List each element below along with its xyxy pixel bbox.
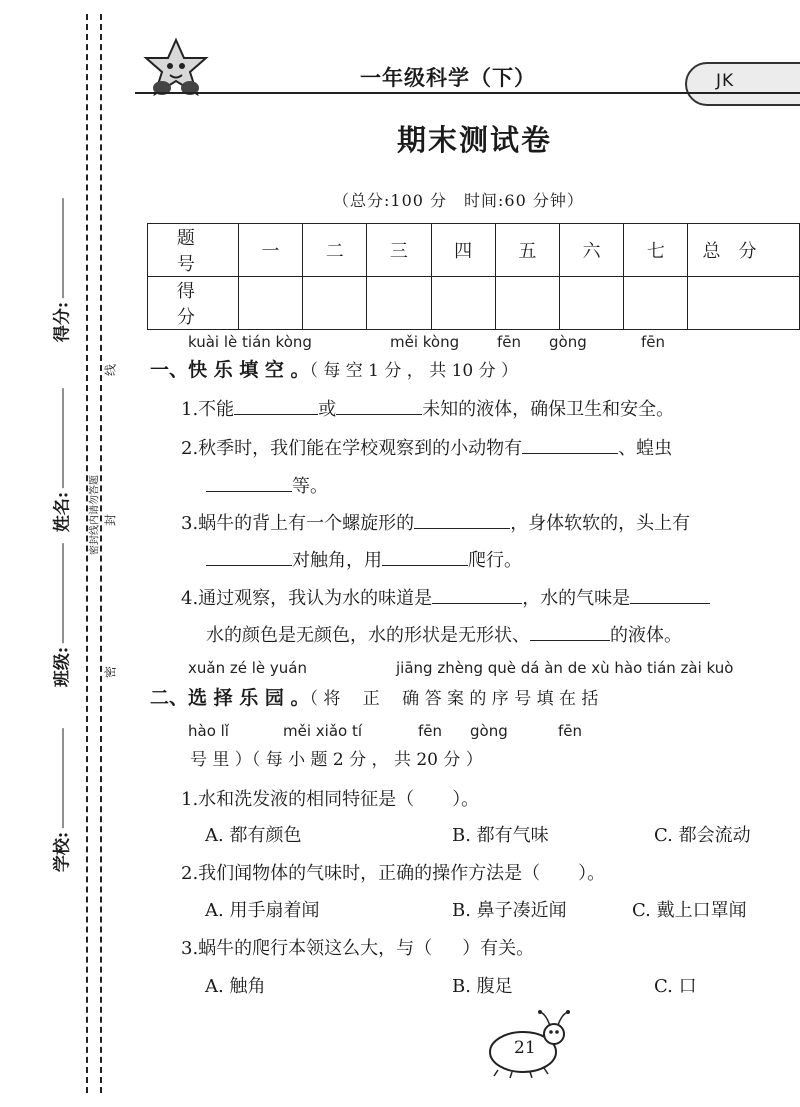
- answer-blank[interactable]: [522, 452, 618, 454]
- class-field: [48, 543, 73, 687]
- edition-label: JK: [716, 71, 735, 91]
- question-text: ，身体软软的，头上有: [510, 513, 691, 534]
- question-1-3-cont: [206, 546, 522, 572]
- section-2-scoring: 号 里 ）（ 每 小 题 2 分 ， 共 20 分 ）: [190, 750, 483, 770]
- option-b: B. 鼻子凑近闻: [452, 900, 567, 921]
- option-c: C. 口: [654, 976, 697, 997]
- section-2-heading: [150, 683, 598, 710]
- question-1-4: [181, 584, 710, 610]
- question-2-3: [181, 934, 534, 960]
- pinyin: xuǎn zé lè yuán: [188, 659, 307, 677]
- school-label: 学校:: [52, 831, 73, 873]
- question-text: 2.秋季时，我们能在学校观察到的小动物有: [181, 438, 523, 459]
- question-text: 4.通过观察，我认为水的味道是: [181, 588, 433, 609]
- score-header-cell: 一: [238, 224, 302, 277]
- question-text: 3.蜗牛的爬行本领这么大，与（: [181, 938, 433, 959]
- pinyin: jiāng zhèng què dá àn de xù hào tián zài kuò: [396, 659, 734, 677]
- school-field: [48, 728, 73, 872]
- name-field: [48, 388, 73, 532]
- question-text: ）。: [578, 863, 606, 884]
- question-text: 、蝗虫: [618, 438, 673, 459]
- seal-mark-mi: 密: [103, 665, 118, 679]
- question-text: 的液体。: [610, 625, 682, 646]
- question-text: 对触角，用: [292, 550, 382, 571]
- score-cell[interactable]: [367, 277, 431, 330]
- answer-blank[interactable]: [530, 639, 610, 641]
- section-1-heading: [150, 355, 518, 382]
- section-2-instruction: （ 将 正 确 答 案 的 序 号 填 在 括: [309, 689, 599, 709]
- score-cell[interactable]: [495, 277, 559, 330]
- question-1-2-cont: [206, 472, 328, 498]
- school-blank[interactable]: [63, 728, 64, 828]
- name-blank[interactable]: [63, 388, 64, 488]
- pinyin: měi xiǎo tí: [283, 722, 363, 740]
- question-text: 1.不能: [181, 399, 235, 420]
- section-1-title: 一、快 乐 填 空 。: [150, 359, 310, 381]
- option-b: B. 腹足: [452, 976, 513, 997]
- pinyin: fēn: [497, 333, 522, 351]
- score-cell[interactable]: [431, 277, 495, 330]
- score-table: [147, 223, 800, 330]
- section-1-scoring: （ 每 空 1 分 ， 共 10 分 ）: [309, 361, 519, 381]
- question-text: 或: [318, 399, 337, 420]
- answer-blank[interactable]: [336, 413, 422, 415]
- score-cell[interactable]: [624, 277, 688, 330]
- pinyin: gòng: [470, 722, 508, 740]
- pinyin: fēn: [641, 333, 666, 351]
- name-label: 姓名:: [52, 491, 73, 533]
- score-cell[interactable]: [303, 277, 367, 330]
- question-text: ，水的气味是: [522, 588, 631, 609]
- question-1-3: [181, 509, 690, 535]
- pinyin: fēn: [558, 722, 583, 740]
- section-2-title: 二、选 择 乐 园 。: [150, 687, 310, 709]
- question-text: ）。: [452, 789, 480, 810]
- score-cell[interactable]: [238, 277, 302, 330]
- pinyin: měi kòng: [390, 333, 460, 351]
- answer-blank[interactable]: [206, 564, 292, 566]
- seal-mark-feng: 封: [103, 513, 118, 527]
- answer-blank[interactable]: [432, 602, 522, 604]
- seal-mark-xian: 线: [103, 363, 118, 377]
- option-a: A. 用手扇着闻: [205, 900, 320, 921]
- question-1-2: [181, 434, 672, 460]
- answer-blank[interactable]: [234, 413, 318, 415]
- score-header-cell: 二: [303, 224, 367, 277]
- score-table-header-row: [148, 224, 800, 277]
- answer-blank[interactable]: [382, 564, 468, 566]
- score-row-label: 得 分: [148, 277, 239, 330]
- page-number: 21: [514, 1038, 536, 1058]
- score-blank[interactable]: [63, 198, 64, 298]
- option-b: B. 都有气味: [452, 825, 549, 846]
- pinyin: hào lǐ: [188, 722, 229, 740]
- question-2-1: [181, 785, 479, 811]
- question-2-2: [181, 859, 605, 885]
- seal-note: 密封线内请勿答题: [89, 475, 101, 555]
- answer-blank[interactable]: [206, 490, 292, 492]
- score-header-cell: 七: [624, 224, 688, 277]
- pinyin: kuài lè tián kòng: [188, 333, 312, 351]
- question-text: 水的颜色是无颜色，水的形状是无形状、: [206, 625, 530, 646]
- page-title: 期末测试卷: [397, 123, 553, 157]
- option-c: C. 戴上口罩闻: [632, 900, 747, 921]
- option-a: A. 触角: [205, 976, 266, 997]
- question-text: 未知的液体，确保卫生和安全。: [422, 399, 675, 420]
- exam-meta: （总分:100 分 时间:60 分钟）: [333, 191, 584, 210]
- score-header-cell: 三: [367, 224, 431, 277]
- question-text: 爬行。: [468, 550, 522, 571]
- score-header-cell: 五: [495, 224, 559, 277]
- question-1-1: [181, 395, 674, 421]
- option-a: A. 都有颜色: [205, 825, 302, 846]
- header-tab: [685, 62, 800, 106]
- score-field: [48, 198, 73, 342]
- header-rule: [135, 92, 800, 94]
- score-table-score-row: [148, 277, 800, 330]
- score-header-cell: 总 分: [688, 224, 800, 277]
- score-header-cell: 四: [431, 224, 495, 277]
- score-label: 得分:: [52, 301, 73, 343]
- question-text: 等。: [292, 476, 328, 497]
- answer-blank[interactable]: [630, 602, 710, 604]
- score-cell[interactable]: [560, 277, 624, 330]
- answer-blank[interactable]: [414, 527, 510, 529]
- question-text: 1.水和洗发液的相同特征是（: [181, 789, 415, 810]
- question-text: 3.蜗牛的背上有一个螺旋形的: [181, 513, 415, 534]
- class-blank[interactable]: [63, 543, 64, 643]
- question-1-4-cont: [206, 621, 682, 647]
- pinyin: gòng: [549, 333, 587, 351]
- question-text: 2.我们闻物体的气味时，正确的操作方法是（: [181, 863, 541, 884]
- option-c: C. 都会流动: [654, 825, 751, 846]
- score-cell[interactable]: [688, 277, 800, 330]
- question-text: ）有关。: [462, 938, 535, 959]
- score-header-cell: 六: [560, 224, 624, 277]
- score-header-cell: 题 号: [148, 224, 239, 277]
- pinyin: fēn: [418, 722, 443, 740]
- grade-subject: 一年级科学（下）: [360, 66, 536, 90]
- class-label: 班级:: [52, 646, 73, 688]
